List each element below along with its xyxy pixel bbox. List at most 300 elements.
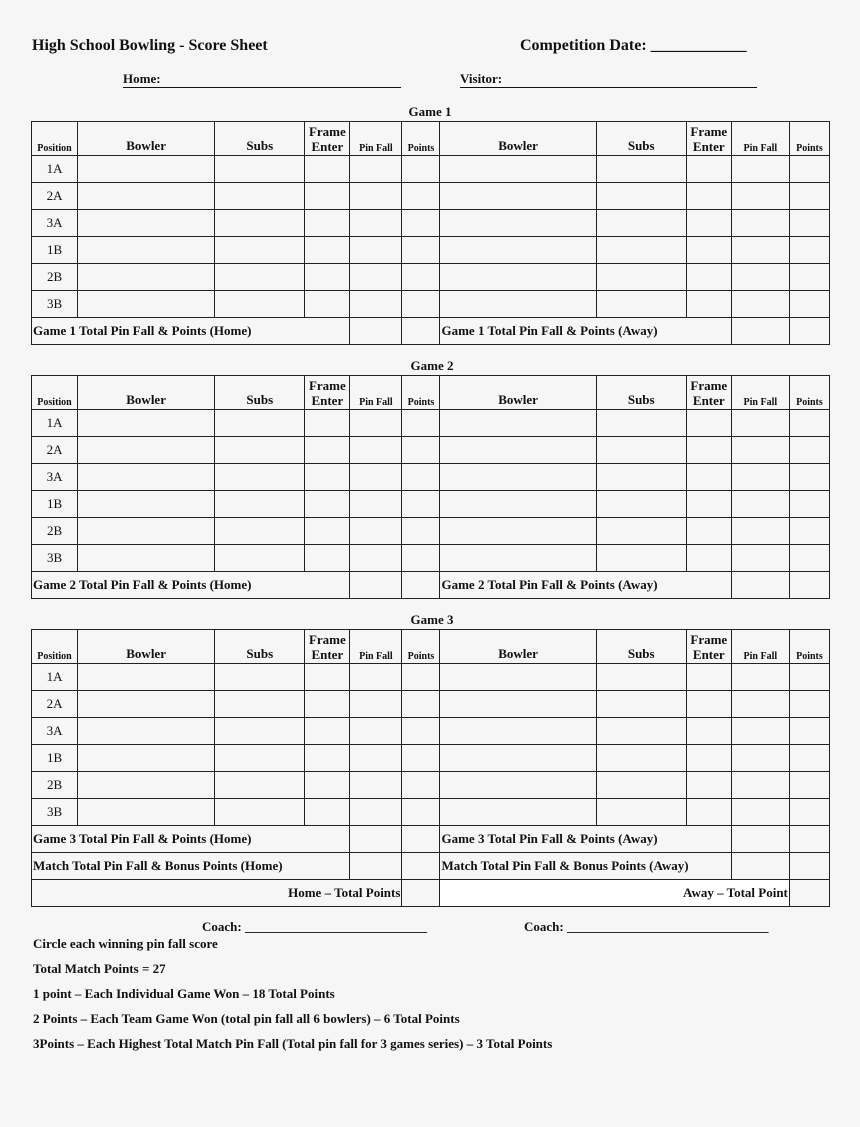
home-total-points-label: Home – Total Points [32,880,402,907]
pinfall-home-cell[interactable] [350,237,402,264]
points-away-cell[interactable] [789,491,829,518]
col-bowler-away: Bowler [440,376,596,410]
game-total-away-label: Game 2 Total Pin Fall & Points (Away) [440,572,731,599]
col-frame-enter-home [305,122,350,156]
points-home-cell[interactable] [402,437,440,464]
bowler-home-cell[interactable] [78,691,215,718]
bowler-away-cell[interactable] [440,210,596,237]
pinfall-home-cell[interactable] [350,664,402,691]
table-row [32,745,830,772]
pinfall-home-cell[interactable] [350,545,402,572]
pinfall-home-cell[interactable] [350,799,402,826]
position-cell: 2A [32,437,78,464]
header-row [32,376,830,410]
frame-label: Frame [690,632,728,647]
position-cell: 3B [32,799,78,826]
points-away-cell[interactable] [789,691,829,718]
points-away-cell[interactable] [789,210,829,237]
game-total-away-points[interactable] [789,572,829,599]
header-row [32,630,830,664]
bowler-home-cell[interactable] [78,545,215,572]
subs-away-cell[interactable] [596,210,686,237]
subs-home-cell[interactable] [215,772,305,799]
pinfall-away-cell[interactable] [731,799,789,826]
col-position: Position [32,630,78,664]
subs-away-cell[interactable] [596,437,686,464]
pinfall-away-cell[interactable] [731,691,789,718]
bowler-home-cell[interactable] [78,183,215,210]
points-home-cell[interactable] [402,691,440,718]
pinfall-home-cell[interactable] [350,745,402,772]
position-cell: 3A [32,464,78,491]
frame-enter-home-cell[interactable] [305,691,350,718]
points-home-cell[interactable] [402,745,440,772]
game-1-title: Game 1 [408,104,452,119]
col-subs-away: Subs [596,630,686,664]
frame-enter-away-cell[interactable] [686,264,731,291]
game-2-table [31,375,830,599]
bowler-home-cell[interactable] [78,518,215,545]
match-total-row [32,853,830,880]
points-away-cell[interactable] [789,410,829,437]
pinfall-away-cell[interactable] [731,437,789,464]
frame-enter-home-cell[interactable] [305,772,350,799]
match-total-home-label: Match Total Pin Fall & Bonus Points (Home) [32,853,350,880]
col-pinfall-away: Pin Fall [731,122,789,156]
subs-home-cell[interactable] [215,691,305,718]
position-cell: 1B [32,491,78,518]
frame-enter-away-cell[interactable] [686,491,731,518]
pinfall-home-cell[interactable] [350,291,402,318]
pinfall-home-cell[interactable] [350,183,402,210]
col-pinfall-home: Pin Fall [350,630,402,664]
header-row [32,122,830,156]
frame-label: Frame [308,632,346,647]
pinfall-home-cell[interactable] [350,691,402,718]
subs-home-cell[interactable] [215,464,305,491]
subs-away-cell[interactable] [596,291,686,318]
game-total-home-pinfall[interactable] [350,318,402,345]
frame-enter-away-cell[interactable] [686,237,731,264]
game-total-away-pinfall[interactable] [731,826,789,853]
subs-home-cell[interactable] [215,745,305,772]
subs-home-cell[interactable] [215,491,305,518]
subs-away-cell[interactable] [596,491,686,518]
position-cell: 3B [32,291,78,318]
match-total-away-points[interactable] [789,853,829,880]
points-away-cell[interactable] [789,264,829,291]
bowler-home-cell[interactable] [78,291,215,318]
bowler-away-cell[interactable] [440,156,596,183]
coach-away[interactable]: Coach: _______________________________ [524,919,769,934]
bowler-home-cell[interactable] [78,664,215,691]
col-bowler-away: Bowler [440,122,596,156]
frame-enter-home-cell[interactable] [305,210,350,237]
points-home-cell[interactable] [402,264,440,291]
away-total-points-cell[interactable] [789,880,829,907]
bowler-home-cell[interactable] [78,437,215,464]
bowler-away-cell[interactable] [440,745,596,772]
subs-home-cell[interactable] [215,718,305,745]
frame-enter-home-cell[interactable] [305,545,350,572]
position-cell: 1A [32,156,78,183]
game-3-title: Game 3 [410,612,454,627]
points-home-cell[interactable] [402,291,440,318]
col-bowler-home: Bowler [78,376,215,410]
visitor-line[interactable] [460,73,757,88]
points-home-cell[interactable] [402,464,440,491]
col-points-home: Points [402,376,440,410]
col-bowler-home: Bowler [78,122,215,156]
col-points-away: Points [789,122,829,156]
frame-label: Frame [690,124,728,139]
bowler-away-cell[interactable] [440,518,596,545]
bowler-away-cell[interactable] [440,545,596,572]
col-subs-home: Subs [215,376,305,410]
points-away-cell[interactable] [789,464,829,491]
pinfall-home-cell[interactable] [350,464,402,491]
points-home-cell[interactable] [402,772,440,799]
note-team-game: 2 Points – Each Team Game Won (total pin fall all 6 bowlers) – 6 Total Points [33,1011,460,1026]
frame-enter-away-cell[interactable] [686,156,731,183]
subs-away-cell[interactable] [596,664,686,691]
bowler-away-cell[interactable] [440,437,596,464]
subs-home-cell[interactable] [215,545,305,572]
enter-label: Enter [311,647,344,662]
pinfall-away-cell[interactable] [731,545,789,572]
points-away-cell[interactable] [789,518,829,545]
frame-enter-away-cell[interactable] [686,464,731,491]
table-row [32,464,830,491]
table-row [32,410,830,437]
frame-enter-away-cell[interactable] [686,410,731,437]
pinfall-away-cell[interactable] [731,183,789,210]
bowler-away-cell[interactable] [440,664,596,691]
frame-enter-home-cell[interactable] [305,491,350,518]
bowler-home-cell[interactable] [78,410,215,437]
bowler-away-cell[interactable] [440,491,596,518]
frame-enter-home-cell[interactable] [305,437,350,464]
enter-label: Enter [311,139,344,154]
subs-away-cell[interactable] [596,799,686,826]
frame-enter-away-cell[interactable] [686,799,731,826]
subs-home-cell[interactable] [215,799,305,826]
table-row [32,545,830,572]
pinfall-home-cell[interactable] [350,156,402,183]
enter-label: Enter [692,393,725,408]
pinfall-away-cell[interactable] [731,156,789,183]
game-total-home-pinfall[interactable] [350,826,402,853]
bowler-away-cell[interactable] [440,772,596,799]
game-total-away-pinfall[interactable] [731,318,789,345]
table-row [32,799,830,826]
subs-home-cell[interactable] [215,237,305,264]
bowler-home-cell[interactable] [78,491,215,518]
subs-home-cell[interactable] [215,518,305,545]
game-1-table [31,121,830,345]
subs-home-cell[interactable] [215,183,305,210]
game-total-away-label: Game 1 Total Pin Fall & Points (Away) [440,318,731,345]
col-subs-home: Subs [215,630,305,664]
col-position: Position [32,376,78,410]
note-circle-winning: Circle each winning pin fall score [33,936,218,951]
frame-enter-away-cell[interactable] [686,210,731,237]
bowler-home-cell[interactable] [78,264,215,291]
points-home-cell[interactable] [402,491,440,518]
frame-enter-home-cell[interactable] [305,237,350,264]
position-cell: 2B [32,264,78,291]
position-cell: 3A [32,210,78,237]
table-row [32,437,830,464]
match-total-away-pinfall[interactable] [731,853,789,880]
game-total-home-points[interactable] [402,826,440,853]
col-bowler-home: Bowler [78,630,215,664]
pinfall-away-cell[interactable] [731,664,789,691]
subs-away-cell[interactable] [596,545,686,572]
bowler-home-cell[interactable] [78,718,215,745]
pinfall-away-cell[interactable] [731,210,789,237]
frame-enter-away-cell[interactable] [686,437,731,464]
col-subs-away: Subs [596,376,686,410]
points-home-cell[interactable] [402,518,440,545]
position-cell: 2B [32,772,78,799]
subs-away-cell[interactable] [596,183,686,210]
points-away-cell[interactable] [789,237,829,264]
frame-enter-home-cell[interactable] [305,464,350,491]
points-home-cell[interactable] [402,237,440,264]
bowler-away-cell[interactable] [440,799,596,826]
subs-away-cell[interactable] [596,156,686,183]
home-label: Home: [123,71,161,86]
bowler-away-cell[interactable] [440,410,596,437]
table-row [32,183,830,210]
note-total-match-points: Total Match Points = 27 [33,961,166,976]
points-away-cell[interactable] [789,772,829,799]
table-row [32,210,830,237]
points-away-cell[interactable] [789,437,829,464]
points-away-cell[interactable] [789,156,829,183]
col-pinfall-away: Pin Fall [731,630,789,664]
bowler-away-cell[interactable] [440,291,596,318]
pinfall-away-cell[interactable] [731,464,789,491]
subs-away-cell[interactable] [596,772,686,799]
points-home-cell[interactable] [402,156,440,183]
frame-label: Frame [308,124,346,139]
pinfall-away-cell[interactable] [731,745,789,772]
table-row [32,237,830,264]
pinfall-away-cell[interactable] [731,718,789,745]
bowler-away-cell[interactable] [440,183,596,210]
frame-enter-home-cell[interactable] [305,291,350,318]
table-row [32,156,830,183]
points-home-cell[interactable] [402,410,440,437]
frame-enter-home-cell[interactable] [305,156,350,183]
frame-enter-home-cell[interactable] [305,718,350,745]
subs-home-cell[interactable] [215,264,305,291]
points-home-cell[interactable] [402,799,440,826]
frame-enter-away-cell[interactable] [686,518,731,545]
pinfall-home-cell[interactable] [350,264,402,291]
table-row [32,718,830,745]
frame-enter-home-cell[interactable] [305,183,350,210]
frame-enter-away-cell[interactable] [686,691,731,718]
frame-enter-away-cell[interactable] [686,545,731,572]
subs-home-cell[interactable] [215,410,305,437]
col-points-home: Points [402,122,440,156]
pinfall-away-cell[interactable] [731,491,789,518]
pinfall-home-cell[interactable] [350,491,402,518]
points-home-cell[interactable] [402,183,440,210]
pinfall-away-cell[interactable] [731,264,789,291]
position-cell: 2A [32,183,78,210]
frame-enter-away-cell[interactable] [686,745,731,772]
match-total-home-pinfall[interactable] [350,853,402,880]
bowler-away-cell[interactable] [440,464,596,491]
frame-enter-away-cell[interactable] [686,718,731,745]
coach-home[interactable]: Coach: ____________________________ [202,919,427,934]
points-home-cell[interactable] [402,545,440,572]
bowler-home-cell[interactable] [78,799,215,826]
position-cell: 3B [32,545,78,572]
game-total-away-points[interactable] [789,826,829,853]
frame-enter-away-cell[interactable] [686,291,731,318]
pinfall-home-cell[interactable] [350,437,402,464]
enter-label: Enter [311,393,344,408]
table-row [32,664,830,691]
pinfall-home-cell[interactable] [350,410,402,437]
bowler-home-cell[interactable] [78,464,215,491]
subs-away-cell[interactable] [596,237,686,264]
bowler-away-cell[interactable] [440,264,596,291]
col-frame-enter-home [305,376,350,410]
pinfall-home-cell[interactable] [350,772,402,799]
table-row [32,518,830,545]
frame-enter-home-cell[interactable] [305,410,350,437]
points-away-cell[interactable] [789,291,829,318]
pinfall-away-cell[interactable] [731,772,789,799]
bowler-home-cell[interactable] [78,237,215,264]
game-3-table [31,629,830,907]
frame-enter-home-cell[interactable] [305,664,350,691]
subs-home-cell[interactable] [215,291,305,318]
col-frame-enter-away [686,122,731,156]
table-row [32,291,830,318]
points-away-cell[interactable] [789,718,829,745]
bowler-away-cell[interactable] [440,237,596,264]
col-pinfall-away: Pin Fall [731,376,789,410]
points-away-cell[interactable] [789,664,829,691]
enter-label: Enter [692,139,725,154]
table-row [32,772,830,799]
frame-enter-home-cell[interactable] [305,518,350,545]
frame-label: Frame [690,378,728,393]
bowler-home-cell[interactable] [78,745,215,772]
position-cell: 2B [32,518,78,545]
game-total-away-label: Game 3 Total Pin Fall & Points (Away) [440,826,731,853]
frame-enter-away-cell[interactable] [686,664,731,691]
pinfall-away-cell[interactable] [731,237,789,264]
pinfall-home-cell[interactable] [350,210,402,237]
table-row [32,264,830,291]
bowler-away-cell[interactable] [440,691,596,718]
page-title: High School Bowling - Score Sheet [32,37,268,54]
col-points-away: Points [789,376,829,410]
col-subs-home: Subs [215,122,305,156]
position-cell: 1B [32,745,78,772]
game-total-away-pinfall[interactable] [731,572,789,599]
note-individual-game: 1 point – Each Individual Game Won – 18 Total Points [33,986,335,1001]
pinfall-away-cell[interactable] [731,291,789,318]
position-cell: 3A [32,718,78,745]
subs-away-cell[interactable] [596,464,686,491]
table-row [32,691,830,718]
frame-enter-home-cell[interactable] [305,745,350,772]
pinfall-away-cell[interactable] [731,518,789,545]
col-frame-enter-home [305,630,350,664]
frame-enter-home-cell[interactable] [305,264,350,291]
points-home-cell[interactable] [402,718,440,745]
competition-date-label: Competition Date: ____________ [520,37,747,54]
subs-home-cell[interactable] [215,210,305,237]
subs-away-cell[interactable] [596,691,686,718]
frame-enter-away-cell[interactable] [686,772,731,799]
position-cell: 1A [32,664,78,691]
pinfall-away-cell[interactable] [731,410,789,437]
note-highest-match: 3Points – Each Highest Total Match Pin Fall (Total pin fall for 3 games series) – 3 Total Points [33,1036,553,1051]
col-pinfall-home: Pin Fall [350,376,402,410]
frame-enter-away-cell[interactable] [686,183,731,210]
subs-home-cell[interactable] [215,156,305,183]
subs-home-cell[interactable] [215,664,305,691]
game-total-home-points[interactable] [402,572,440,599]
bowler-home-cell[interactable] [78,772,215,799]
match-total-home-points[interactable] [402,853,440,880]
bowler-home-cell[interactable] [78,210,215,237]
points-home-cell[interactable] [402,664,440,691]
game-2-title: Game 2 [410,358,454,373]
game-total-home-pinfall[interactable] [350,572,402,599]
game-total-row [32,572,830,599]
points-away-cell[interactable] [789,183,829,210]
frame-enter-home-cell[interactable] [305,799,350,826]
pinfall-home-cell[interactable] [350,718,402,745]
points-away-cell[interactable] [789,745,829,772]
points-away-cell[interactable] [789,799,829,826]
bowler-home-cell[interactable] [78,156,215,183]
col-position: Position [32,122,78,156]
total-points-row [32,880,830,907]
game-total-away-points[interactable] [789,318,829,345]
home-line[interactable] [123,73,401,88]
col-pinfall-home: Pin Fall [350,122,402,156]
subs-away-cell[interactable] [596,718,686,745]
game-total-home-points[interactable] [402,318,440,345]
position-cell: 1A [32,410,78,437]
subs-home-cell[interactable] [215,437,305,464]
home-total-points-cell[interactable] [402,880,440,907]
points-away-cell[interactable] [789,545,829,572]
enter-label: Enter [692,647,725,662]
bowler-away-cell[interactable] [440,718,596,745]
subs-away-cell[interactable] [596,264,686,291]
subs-away-cell[interactable] [596,410,686,437]
pinfall-home-cell[interactable] [350,518,402,545]
points-home-cell[interactable] [402,210,440,237]
away-total-points-label: Away – Total Point [440,880,789,907]
subs-away-cell[interactable] [596,745,686,772]
game-total-home-label: Game 3 Total Pin Fall & Points (Home) [32,826,350,853]
subs-away-cell[interactable] [596,518,686,545]
